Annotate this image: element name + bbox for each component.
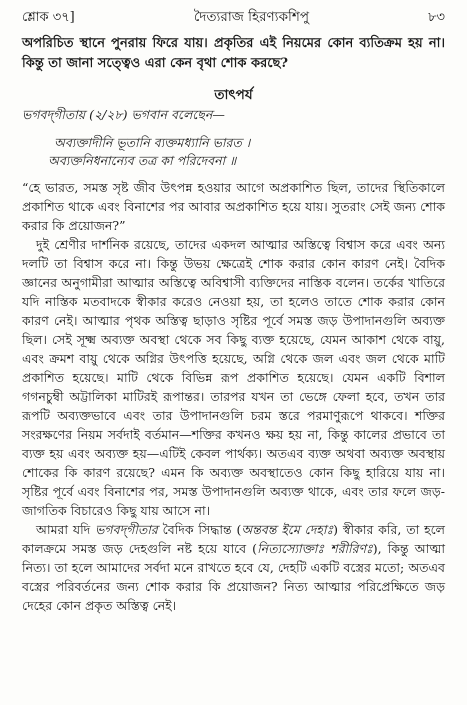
page-header <box>22 6 445 28</box>
para2-text-2: বৈদিক সিদ্ধান্ত ( <box>157 522 242 537</box>
purport-paragraph-1: দুই শ্রেণীর দার্শনিক রয়েছে, তাদের একদল আত্মার অস্তিত্বে বিশ্বাস করে এবং অন্য দলটি তা বিশ্বাস করে না। কিন্তু উভয় ক্ষেত্রেই শোক করার কোন কারণ নেই। বৈদিক জ্ঞানের অনুগামীরা আত্মার অস্তিত্বে অবিশ্বাসী ব্যক্তিদের নাস্তিক বলেন। তর্কের খাতিরে যদি নাস্তিক মতবাদকে স্বীকার করেও নেওয়া হয়, তা হলেও তাতে শোক করার কোন কারণ নেই। আত্মার পৃথক অস্তিত্ব ছাড়াও সৃষ্টির পূর্বে সমস্ত জড় উপাদানগুলি অব্যক্ত ছিল। সেই সূক্ষ্ম অব্যক্ত অবস্থা থেকে সব কিছু ব্যক্ত হয়েছে, যেমন আকাশ থেকে বায়ু, এবং ক্রমশ বায়ু থেকে অগ্নির উৎপত্তি হয়েছে, অগ্নি থেকে জল এবং জল থেকে মাটি প্রকাশিত হয়েছে। মাটি থেকে বিভিন্ন রূপ প্রকাশিত হয়েছে। যেমন একটি বিশাল গগনচুম্বী অট্টালিকা মাটিরই রূপান্তর। তারপর যখন তা ভেঙ্গে ফেলা হবে, তখন তার রূপটি অব্যক্তভাবে এবং তার উপাদানগুলি চরম স্তরে পরমাণুরূপে থাকবে। শক্তির সংরক্ষণের নিয়ম সর্বদাই বর্তমান—শক্তির কখনও ক্ষয় হয় না, কিন্তু কালের প্রভাবে তা ব্যক্ত হয় এবং অব্যক্ত হয়—এটিই কেবল পার্থক্য। অতএব ব্যক্ত অথবা অব্যক্ত অবস্থায় শোকের কি কারণ রয়েছে? এমন কি অব্যক্ত অবস্থাতেও কোন কিছু হারিয়ে যায় না। সৃষ্টির পূর্বে এবং বিনাশের পর, সমস্ত উপাদানগুলি অব্যক্ত থাকে, এবং তার ফলে জড়-জাগতিক বিচারেও কিছু যায় আসে না। <box>22 237 445 518</box>
purport-paragraph-2 <box>22 520 445 615</box>
para2-italic-2: অন্তবন্ত ইমে দেহাঃ <box>241 522 334 537</box>
para2-italic-1: ভগবদ্‌গীতার <box>95 522 158 537</box>
purport-heading: তাৎপর্য <box>214 87 253 103</box>
sloka-translation-quote: “হে ভারত, সমস্ত সৃষ্ট জীব উৎপন্ন হওয়ার আগে অপ্রকাশিত ছিল, তাদের স্থিতিকালে প্রকাশিত থাকে এবং বিনাশের পর আবার অপ্রকাশিত হয়ে যায়। সুতরাং সেই জন্য শোক করার কি প্রয়োজন?” <box>22 180 445 233</box>
purport-intro: ভগবদ্‌গীতায় (২/২৮) ভগবান বলেছেন— <box>22 107 225 122</box>
sanskrit-sloka <box>48 134 445 170</box>
sloka-line-2: অব্যক্তনিধনান্যেব তত্র কা পরিদেবনা ॥ <box>48 153 237 168</box>
verse-translation: অপরিচিত স্থানে পুনরায় ফিরে যায়। প্রকৃতির এই নিয়মের কোন ব্যতিক্রম হয় না। কিন্তু তা জানা সত্ত্বেও এরা কেন বৃথা শোক করছে? <box>22 36 445 71</box>
para2-text-3: ) স্বীকার করি, তা হলে কালক্রমে সমস্ত জড় দেহগুলি নষ্ট হয়ে যাবে ( <box>22 522 445 556</box>
chapter-title: দৈত্যরাজ হিরণ্যকশিপু <box>193 9 310 25</box>
verse-reference: শ্লোক ৩৭] <box>22 10 75 25</box>
para2-text-1: আমরা যদি <box>36 522 96 537</box>
page-number: ৮৩ <box>428 10 445 25</box>
sloka-line-1: অব্যক্তাদীনি ভূতানি ব্যক্তমধ্যানি ভারত । <box>54 135 251 150</box>
para2-italic-3: নিত্যস্যোক্তাঃ শরীরিণঃ <box>257 541 373 556</box>
para2-text-4: ), কিন্তু আত্মা নিত্য। তা হলে আমাদের সর্বদা মনে রাখতে হবে যে, দেহটি একটি বস্ত্রের মতো; অতএব বস্ত্রের পরিবর্তনের জন্য শোক করার কি প্রয়োজন? নিত্য আত্মার পরিপ্রেক্ষিতে জড় দেহের কোন প্রকৃত অস্তিত্ব নেই। <box>22 541 446 613</box>
